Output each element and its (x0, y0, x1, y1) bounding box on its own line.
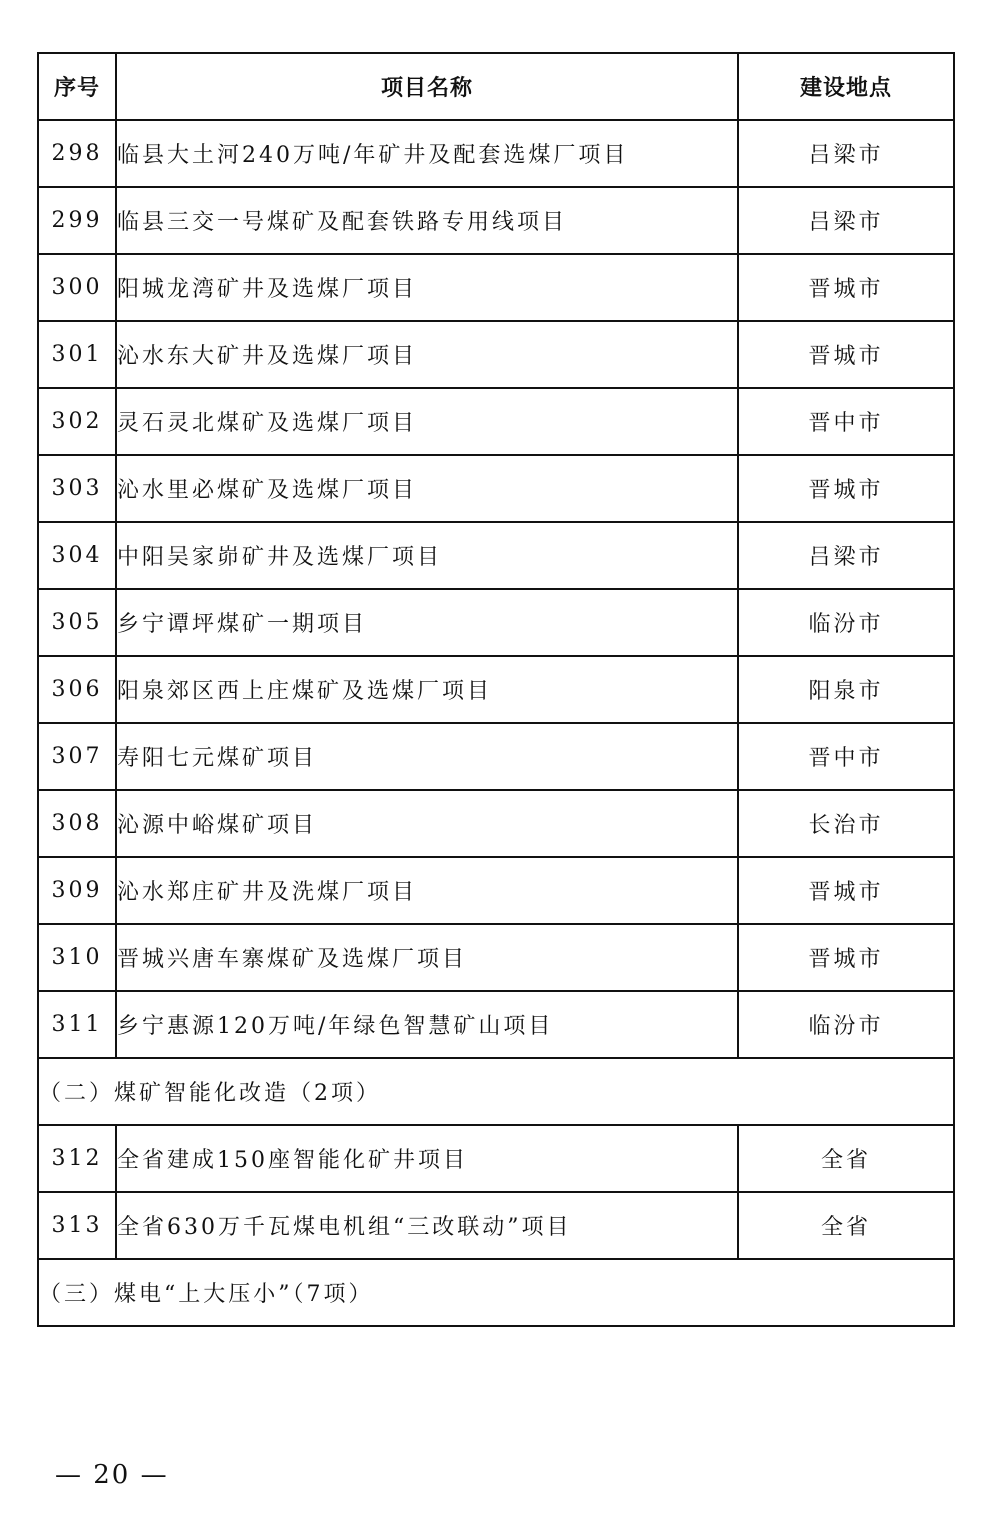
row-location: 晋中市 (738, 723, 954, 790)
project-table (37, 52, 955, 1327)
row-name: 乡宁惠源120万吨/年绿色智慧矿山项目 (116, 991, 738, 1058)
table-row (38, 254, 954, 321)
table-row (38, 522, 954, 589)
row-name: 全省630万千瓦煤电机组“三改联动”项目 (116, 1192, 738, 1259)
row-location: 晋城市 (738, 857, 954, 924)
header-name: 项目名称 (116, 53, 738, 120)
header-location: 建设地点 (738, 53, 954, 120)
row-location: 全省 (738, 1192, 954, 1259)
row-name: 晋城兴唐车寨煤矿及选煤厂项目 (116, 924, 738, 991)
row-name: 沁源中峪煤矿项目 (116, 790, 738, 857)
row-no: 303 (38, 455, 116, 522)
table-row (38, 924, 954, 991)
row-location: 全省 (738, 1125, 954, 1192)
table-row (38, 187, 954, 254)
table-row (38, 589, 954, 656)
row-name: 乡宁谭坪煤矿一期项目 (116, 589, 738, 656)
row-name: 沁水郑庄矿井及洗煤厂项目 (116, 857, 738, 924)
table-row (38, 723, 954, 790)
page-number: — 20 — (55, 1460, 169, 1490)
table-row (38, 321, 954, 388)
row-no: 312 (38, 1125, 116, 1192)
table-row (38, 1125, 954, 1192)
row-no: 304 (38, 522, 116, 589)
row-no: 302 (38, 388, 116, 455)
row-name: 全省建成150座智能化矿井项目 (116, 1125, 738, 1192)
table-row (38, 388, 954, 455)
section-heading-3: （三）煤电“上大压小”（7项） (38, 1259, 954, 1326)
row-location: 吕梁市 (738, 522, 954, 589)
row-no: 305 (38, 589, 116, 656)
row-location: 长治市 (738, 790, 954, 857)
row-location: 吕梁市 (738, 120, 954, 187)
row-no: 298 (38, 120, 116, 187)
table-row (38, 120, 954, 187)
row-name: 阳泉郊区西上庄煤矿及选煤厂项目 (116, 656, 738, 723)
table-row (38, 790, 954, 857)
row-no: 313 (38, 1192, 116, 1259)
row-name: 阳城龙湾矿井及选煤厂项目 (116, 254, 738, 321)
row-no: 310 (38, 924, 116, 991)
row-location: 晋城市 (738, 455, 954, 522)
row-location: 晋中市 (738, 388, 954, 455)
table-header-row (38, 53, 954, 120)
row-no: 308 (38, 790, 116, 857)
table-row (38, 455, 954, 522)
section-row (38, 1058, 954, 1125)
row-name: 灵石灵北煤矿及选煤厂项目 (116, 388, 738, 455)
table-row (38, 656, 954, 723)
row-location: 临汾市 (738, 991, 954, 1058)
row-no: 301 (38, 321, 116, 388)
section-heading-2: （二）煤矿智能化改造（2项） (38, 1058, 954, 1125)
section-row (38, 1259, 954, 1326)
row-location: 晋城市 (738, 254, 954, 321)
row-no: 307 (38, 723, 116, 790)
row-name: 临县三交一号煤矿及配套铁路专用线项目 (116, 187, 738, 254)
row-location: 吕梁市 (738, 187, 954, 254)
table-row (38, 857, 954, 924)
row-name: 沁水里必煤矿及选煤厂项目 (116, 455, 738, 522)
row-location: 晋城市 (738, 321, 954, 388)
row-no: 306 (38, 656, 116, 723)
row-location: 阳泉市 (738, 656, 954, 723)
row-name: 中阳吴家峁矿井及选煤厂项目 (116, 522, 738, 589)
table-row (38, 1192, 954, 1259)
table-row (38, 991, 954, 1058)
row-location: 晋城市 (738, 924, 954, 991)
row-no: 311 (38, 991, 116, 1058)
row-location: 临汾市 (738, 589, 954, 656)
row-no: 309 (38, 857, 116, 924)
row-no: 300 (38, 254, 116, 321)
row-no: 299 (38, 187, 116, 254)
row-name: 寿阳七元煤矿项目 (116, 723, 738, 790)
row-name: 临县大土河240万吨/年矿井及配套选煤厂项目 (116, 120, 738, 187)
row-name: 沁水东大矿井及选煤厂项目 (116, 321, 738, 388)
header-no: 序号 (38, 53, 116, 120)
